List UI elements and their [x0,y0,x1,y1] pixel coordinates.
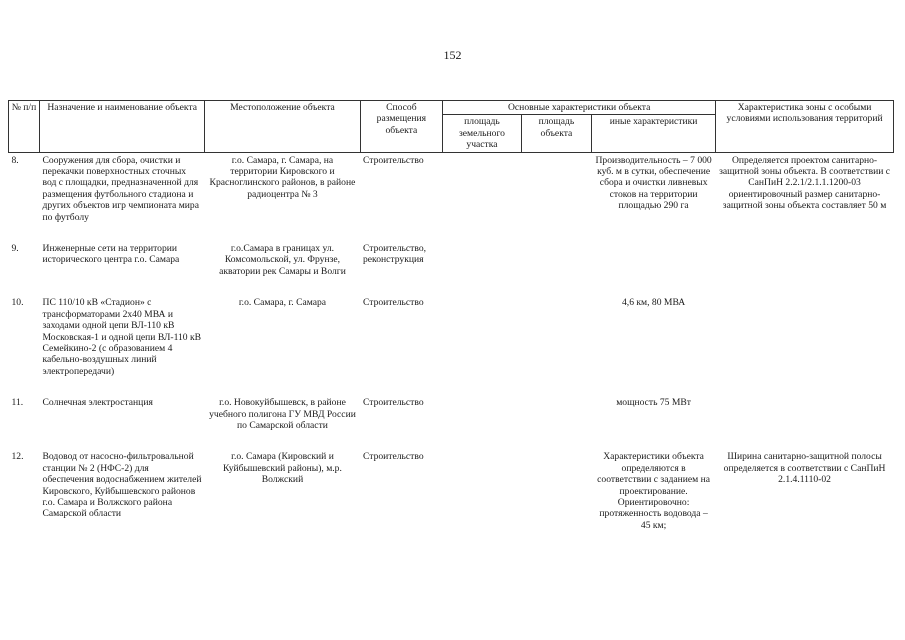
row-num: 10. [11,297,24,309]
table-row [9,152,894,225]
header-other-characteristics: иные характеристики [592,115,716,152]
header-row [9,101,894,115]
row-zone: Ширина санитарно-защитной полосы определяется в соответствии с СанПиН 2.1.4.1110-02 [723,451,886,486]
objects-table [8,100,894,533]
row-area-object [521,295,591,379]
table-row [9,395,894,433]
row-location: г.о.Самара в границах ул. Комсомольской, ул. Фрунзе, акватории рек Самары и Волги [219,243,346,277]
row-name: Солнечная электростанция [42,397,153,409]
row-area-object [521,449,591,533]
row-area-object [521,152,591,225]
row-zone [716,295,894,379]
table-row [9,449,894,533]
row-num: 9. [11,243,19,255]
row-method: Строительство, реконструкция [363,243,427,266]
row-other: Характеристики объекта определяются в соответствии с заданием на проектирование. Ориентировочно: протяженность водовода – 45 км; [597,451,711,531]
table-row [9,295,894,379]
table-row [9,241,894,279]
row-other [592,241,716,279]
row-location: г.о. Самара, г. Самара [238,297,327,309]
row-other: мощность 75 МВт [616,397,691,409]
row-name: ПС 110/10 кВ «Стадион» с трансформаторами 2х40 МВА и заходами одной цепи ВЛ-110 кВ Московская-1 и одной цепи ВЛ-110 кВ Семейкино-2 (с образованием 4 кабельно-воздушных линий электропередачи) [42,297,202,377]
row-method: Строительство [363,154,424,166]
row-method: Строительство [363,397,424,409]
header-method: Способ размещения объекта [360,101,443,153]
row-area-land [443,395,522,433]
row-location: г.о. Самара, г. Самара, на территории Кировского и Красноглинского районов, в районе радиоцентра № 3 [209,154,356,200]
header-name: Назначение и наименование объекта [40,101,205,153]
row-area-object [521,241,591,279]
row-area-land [443,295,522,379]
row-num: 8. [11,154,19,166]
row-num: 11. [11,397,24,409]
row-zone [716,241,894,279]
row-area-object [521,395,591,433]
row-area-land [443,449,522,533]
row-location: г.о. Новокуйбышевск, в районе учебного полигона ГУ МВД России по Самарской области [209,397,356,431]
header-zone-characteristics: Характеристика зоны с особыми условиями использования территорий [716,101,894,153]
header-num: № п/п [9,101,40,153]
header-area-object: площадь объекта [521,115,591,152]
header-main-characteristics: Основные характеристики объекта [443,101,716,115]
row-method: Строительство [363,451,424,463]
header-location: Местоположение объекта [205,101,360,153]
row-zone: Определяется проектом санитарно-защитной зоны объекта. В соответствии с СанПиН 2.2.1/2.1.1.1200-03 ориентировочный размер санитарно-защитной зоны объекта составляет 50 м [719,154,891,212]
row-area-land [443,241,522,279]
row-num: 12. [11,451,24,463]
row-name: Водовод от насосно-фильтровальной станции № 2 (НФС-2) для обеспечения водоснабжением жителей Кировского, Куйбышевского районов г.о. Самара и Волжского района Самарской области [42,451,202,520]
header-area-land: площадь земельного участка [443,115,522,152]
row-other: 4,6 км, 80 МВА [622,297,686,309]
row-area-land [443,152,522,225]
row-name: Сооружения для сбора, очистки и перекачки поверхностных сточных вод с площадки, предназначенной для размещения футбольного стадиона и других объектов игр чемпионата мира по футболу [42,154,199,223]
row-location: г.о. Самара (Кировский и Куйбышевский районы), м.р. Волжский [223,451,342,486]
row-method: Строительство [363,297,424,309]
row-name: Инженерные сети на территории исторического центра г.о. Самара [42,243,180,266]
page-number: 152 [443,48,462,62]
row-other: Производительность – 7 000 куб. м в сутки, обеспечение сбора и очистки ливневых стоков на территории площадью 290 га [595,154,712,212]
row-zone [716,395,894,433]
